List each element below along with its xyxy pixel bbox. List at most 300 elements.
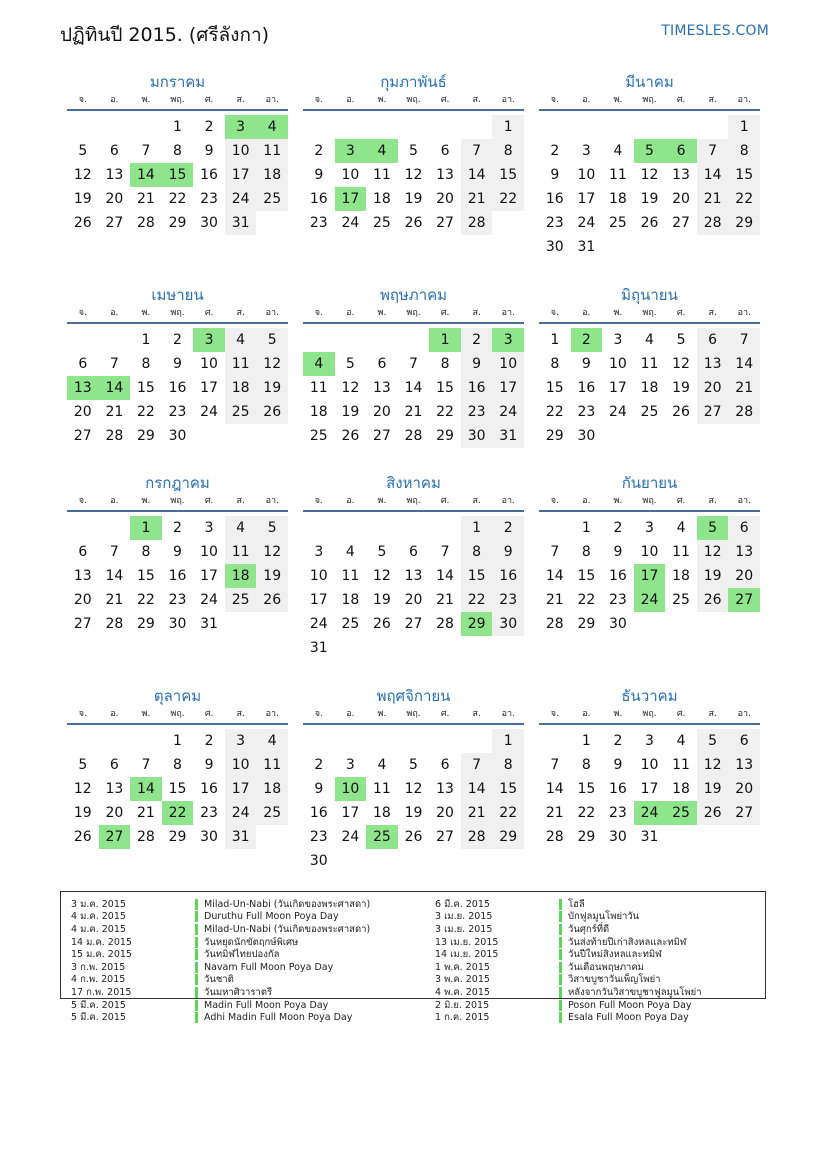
day-cell[interactable]: 3	[645, 520, 654, 536]
day-cell[interactable]: 19	[404, 191, 423, 207]
holiday-day-cell[interactable]: 3	[335, 139, 367, 163]
day-cell[interactable]: 8	[461, 540, 493, 564]
day-cell[interactable]: 7	[109, 356, 119, 372]
day-cell[interactable]: 16	[200, 781, 218, 797]
day-cell[interactable]: 1	[461, 516, 493, 540]
day-cell[interactable]: 27	[105, 215, 124, 231]
day-cell[interactable]: 6	[728, 729, 760, 753]
day-cell[interactable]: 8	[440, 356, 450, 372]
day-cell[interactable]: 8	[492, 139, 524, 163]
day-cell[interactable]: 30	[168, 616, 187, 632]
day-cell[interactable]: 7	[697, 139, 729, 163]
day-cell[interactable]: 21	[545, 592, 564, 608]
day-cell[interactable]: 5	[345, 356, 355, 372]
day-cell[interactable]: 30	[309, 853, 328, 869]
day-cell[interactable]: 25	[640, 404, 659, 420]
day-cell[interactable]: 12	[404, 167, 423, 183]
day-cell[interactable]: 1	[492, 729, 524, 753]
day-cell[interactable]: 9	[173, 544, 182, 560]
holiday-day-cell[interactable]: 3	[492, 328, 524, 352]
day-cell[interactable]: 12	[697, 753, 729, 777]
day-cell[interactable]: 20	[697, 376, 729, 400]
day-cell[interactable]: 6	[109, 143, 119, 159]
day-cell[interactable]: 12	[73, 167, 92, 183]
day-cell[interactable]: 9	[550, 167, 560, 183]
day-cell[interactable]: 28	[105, 428, 124, 444]
day-cell[interactable]: 24	[200, 404, 218, 420]
day-cell[interactable]: 2	[613, 733, 623, 749]
day-cell[interactable]: 31	[200, 616, 218, 632]
day-cell[interactable]: 12	[672, 356, 690, 372]
holiday-day-cell[interactable]: 18	[225, 564, 257, 588]
day-cell[interactable]: 13	[697, 352, 729, 376]
day-cell[interactable]: 26	[404, 829, 423, 845]
day-cell[interactable]: 23	[492, 588, 524, 612]
day-cell[interactable]: 23	[309, 829, 328, 845]
day-cell[interactable]: 11	[640, 356, 659, 372]
day-cell[interactable]: 10	[640, 544, 659, 560]
day-cell[interactable]: 21	[545, 805, 564, 821]
day-cell[interactable]: 19	[256, 376, 288, 400]
day-cell[interactable]: 9	[581, 356, 591, 372]
day-cell[interactable]: 6	[440, 757, 450, 773]
day-cell[interactable]: 7	[440, 544, 450, 560]
day-cell[interactable]: 6	[409, 544, 418, 560]
holiday-day-cell[interactable]: 1	[429, 328, 461, 352]
day-cell[interactable]: 17	[577, 191, 596, 207]
day-cell[interactable]: 4	[345, 544, 355, 560]
day-cell[interactable]: 19	[373, 592, 391, 608]
day-cell[interactable]: 16	[492, 564, 524, 588]
day-cell[interactable]: 20	[105, 805, 124, 821]
day-cell[interactable]: 16	[577, 380, 596, 396]
day-cell[interactable]: 15	[168, 781, 187, 797]
day-cell[interactable]: 4	[377, 757, 387, 773]
day-cell[interactable]: 28	[545, 829, 564, 845]
day-cell[interactable]: 14	[461, 777, 493, 801]
day-cell[interactable]: 28	[545, 616, 564, 632]
day-cell[interactable]: 11	[225, 352, 257, 376]
day-cell[interactable]: 26	[697, 801, 729, 825]
day-cell[interactable]: 27	[404, 616, 423, 632]
holiday-day-cell[interactable]: 25	[665, 801, 697, 825]
day-cell[interactable]: 29	[137, 616, 155, 632]
day-cell[interactable]: 25	[672, 592, 690, 608]
day-cell[interactable]: 26	[341, 428, 360, 444]
day-cell[interactable]: 22	[436, 404, 454, 420]
holiday-day-cell[interactable]: 4	[256, 115, 288, 139]
holiday-day-cell[interactable]: 2	[571, 328, 603, 352]
day-cell[interactable]: 19	[73, 191, 92, 207]
day-cell[interactable]: 13	[728, 540, 760, 564]
day-cell[interactable]: 16	[609, 568, 627, 584]
day-cell[interactable]: 27	[672, 215, 690, 231]
day-cell[interactable]: 22	[137, 404, 155, 420]
day-cell[interactable]: 29	[545, 428, 564, 444]
day-cell[interactable]: 24	[341, 829, 360, 845]
day-cell[interactable]: 8	[581, 544, 591, 560]
day-cell[interactable]: 13	[728, 753, 760, 777]
day-cell[interactable]: 21	[461, 187, 493, 211]
day-cell[interactable]: 9	[613, 544, 623, 560]
day-cell[interactable]: 12	[373, 568, 391, 584]
day-cell[interactable]: 19	[697, 777, 729, 801]
day-cell[interactable]: 5	[409, 143, 418, 159]
day-cell[interactable]: 27	[436, 829, 454, 845]
day-cell[interactable]: 9	[173, 356, 182, 372]
day-cell[interactable]: 1	[581, 520, 591, 536]
day-cell[interactable]: 17	[225, 777, 257, 801]
day-cell[interactable]: 6	[377, 356, 387, 372]
day-cell[interactable]: 7	[409, 356, 418, 372]
day-cell[interactable]: 1	[141, 332, 151, 348]
day-cell[interactable]: 17	[609, 380, 627, 396]
day-cell[interactable]: 27	[73, 616, 92, 632]
day-cell[interactable]: 11	[672, 757, 690, 773]
day-cell[interactable]: 22	[545, 404, 564, 420]
day-cell[interactable]: 24	[609, 404, 627, 420]
holiday-day-cell[interactable]: 24	[634, 801, 666, 825]
day-cell[interactable]: 15	[545, 380, 564, 396]
day-cell[interactable]: 6	[728, 516, 760, 540]
day-cell[interactable]: 3	[613, 332, 623, 348]
day-cell[interactable]: 2	[204, 733, 214, 749]
day-cell[interactable]: 5	[256, 328, 288, 352]
day-cell[interactable]: 10	[341, 167, 360, 183]
day-cell[interactable]: 14	[697, 163, 729, 187]
day-cell[interactable]: 25	[225, 588, 257, 612]
day-cell[interactable]: 31	[309, 640, 328, 656]
day-cell[interactable]: 18	[609, 191, 627, 207]
day-cell[interactable]: 16	[461, 376, 493, 400]
day-cell[interactable]: 28	[461, 211, 493, 235]
holiday-day-cell[interactable]: 15	[162, 163, 194, 187]
day-cell[interactable]: 29	[168, 215, 187, 231]
day-cell[interactable]: 24	[341, 215, 360, 231]
day-cell[interactable]: 3	[645, 733, 654, 749]
day-cell[interactable]: 20	[373, 404, 391, 420]
day-cell[interactable]: 15	[492, 163, 524, 187]
day-cell[interactable]: 27	[373, 428, 391, 444]
holiday-day-cell[interactable]: 3	[225, 115, 257, 139]
day-cell[interactable]: 7	[550, 544, 560, 560]
day-cell[interactable]: 7	[141, 143, 151, 159]
day-cell[interactable]: 8	[728, 139, 760, 163]
day-cell[interactable]: 30	[492, 612, 524, 636]
day-cell[interactable]: 10	[225, 139, 257, 163]
day-cell[interactable]: 20	[728, 564, 760, 588]
day-cell[interactable]: 23	[461, 400, 493, 424]
day-cell[interactable]: 29	[436, 428, 454, 444]
day-cell[interactable]: 18	[672, 781, 690, 797]
day-cell[interactable]: 21	[697, 187, 729, 211]
day-cell[interactable]: 23	[168, 592, 187, 608]
day-cell[interactable]: 8	[173, 757, 182, 773]
day-cell[interactable]: 28	[137, 829, 155, 845]
day-cell[interactable]: 15	[137, 568, 155, 584]
day-cell[interactable]: 31	[225, 211, 257, 235]
day-cell[interactable]: 28	[728, 400, 760, 424]
day-cell[interactable]: 9	[492, 540, 524, 564]
day-cell[interactable]: 27	[697, 400, 729, 424]
day-cell[interactable]: 15	[492, 777, 524, 801]
day-cell[interactable]: 24	[225, 187, 257, 211]
day-cell[interactable]: 15	[728, 163, 760, 187]
day-cell[interactable]: 19	[640, 191, 659, 207]
day-cell[interactable]: 12	[697, 540, 729, 564]
day-cell[interactable]: 11	[341, 568, 360, 584]
day-cell[interactable]: 14	[545, 568, 564, 584]
day-cell[interactable]: 21	[404, 404, 423, 420]
day-cell[interactable]: 18	[225, 376, 257, 400]
day-cell[interactable]: 5	[78, 757, 88, 773]
day-cell[interactable]: 30	[461, 424, 493, 448]
day-cell[interactable]: 6	[78, 356, 88, 372]
day-cell[interactable]: 15	[461, 564, 493, 588]
day-cell[interactable]: 14	[404, 380, 423, 396]
day-cell[interactable]: 18	[672, 568, 690, 584]
day-cell[interactable]: 24	[577, 215, 596, 231]
day-cell[interactable]: 26	[404, 215, 423, 231]
day-cell[interactable]: 23	[609, 592, 627, 608]
holiday-day-cell[interactable]: 25	[366, 825, 398, 849]
day-cell[interactable]: 24	[225, 801, 257, 825]
day-cell[interactable]: 11	[256, 139, 288, 163]
day-cell[interactable]: 28	[461, 825, 493, 849]
day-cell[interactable]: 2	[492, 516, 524, 540]
day-cell[interactable]: 26	[373, 616, 391, 632]
day-cell[interactable]: 3	[225, 729, 257, 753]
day-cell[interactable]: 4	[256, 729, 288, 753]
day-cell[interactable]: 9	[314, 781, 324, 797]
day-cell[interactable]: 22	[137, 592, 155, 608]
day-cell[interactable]: 29	[168, 829, 187, 845]
day-cell[interactable]: 12	[404, 781, 423, 797]
day-cell[interactable]: 24	[200, 592, 218, 608]
day-cell[interactable]: 9	[314, 167, 324, 183]
holiday-day-cell[interactable]: 5	[697, 516, 729, 540]
day-cell[interactable]: 28	[137, 215, 155, 231]
day-cell[interactable]: 13	[436, 781, 454, 797]
day-cell[interactable]: 19	[256, 564, 288, 588]
day-cell[interactable]: 10	[577, 167, 596, 183]
holiday-day-cell[interactable]: 14	[130, 163, 162, 187]
day-cell[interactable]: 2	[173, 520, 182, 536]
day-cell[interactable]: 21	[105, 404, 124, 420]
day-cell[interactable]: 10	[225, 753, 257, 777]
day-cell[interactable]: 7	[461, 753, 493, 777]
day-cell[interactable]: 24	[309, 616, 328, 632]
day-cell[interactable]: 1	[550, 332, 560, 348]
day-cell[interactable]: 15	[577, 568, 596, 584]
day-cell[interactable]: 19	[341, 404, 360, 420]
holiday-day-cell[interactable]: 13	[67, 376, 99, 400]
day-cell[interactable]: 8	[581, 757, 591, 773]
day-cell[interactable]: 8	[141, 544, 151, 560]
day-cell[interactable]: 20	[672, 191, 690, 207]
day-cell[interactable]: 10	[200, 544, 218, 560]
day-cell[interactable]: 21	[105, 592, 124, 608]
day-cell[interactable]: 31	[225, 825, 257, 849]
holiday-day-cell[interactable]: 14	[130, 777, 162, 801]
day-cell[interactable]: 20	[73, 404, 92, 420]
holiday-day-cell[interactable]: 22	[162, 801, 194, 825]
day-cell[interactable]: 29	[577, 829, 596, 845]
day-cell[interactable]: 7	[141, 757, 151, 773]
holiday-day-cell[interactable]: 17	[634, 564, 666, 588]
day-cell[interactable]: 23	[545, 215, 564, 231]
day-cell[interactable]: 5	[256, 516, 288, 540]
day-cell[interactable]: 26	[73, 215, 92, 231]
day-cell[interactable]: 19	[73, 805, 92, 821]
day-cell[interactable]: 20	[728, 777, 760, 801]
day-cell[interactable]: 17	[640, 781, 659, 797]
day-cell[interactable]: 4	[676, 520, 686, 536]
day-cell[interactable]: 30	[168, 428, 187, 444]
day-cell[interactable]: 17	[492, 376, 524, 400]
day-cell[interactable]: 7	[728, 328, 760, 352]
site-link[interactable]: TIMESLES.COM	[661, 23, 769, 39]
day-cell[interactable]: 30	[577, 428, 596, 444]
day-cell[interactable]: 5	[409, 757, 418, 773]
day-cell[interactable]: 3	[345, 757, 355, 773]
day-cell[interactable]: 7	[550, 757, 560, 773]
day-cell[interactable]: 23	[200, 191, 218, 207]
day-cell[interactable]: 11	[225, 540, 257, 564]
day-cell[interactable]: 9	[204, 143, 214, 159]
day-cell[interactable]: 6	[440, 143, 450, 159]
day-cell[interactable]: 16	[545, 191, 564, 207]
holiday-day-cell[interactable]: 24	[634, 588, 666, 612]
day-cell[interactable]: 14	[436, 568, 454, 584]
day-cell[interactable]: 16	[168, 568, 187, 584]
day-cell[interactable]: 17	[309, 592, 328, 608]
day-cell[interactable]: 9	[613, 757, 623, 773]
day-cell[interactable]: 21	[137, 805, 155, 821]
day-cell[interactable]: 3	[314, 544, 324, 560]
day-cell[interactable]: 1	[173, 119, 182, 135]
holiday-day-cell[interactable]: 4	[303, 352, 335, 376]
day-cell[interactable]: 10	[309, 568, 328, 584]
day-cell[interactable]: 22	[492, 187, 524, 211]
day-cell[interactable]: 30	[545, 239, 564, 255]
day-cell[interactable]: 11	[609, 167, 627, 183]
day-cell[interactable]: 18	[341, 592, 360, 608]
day-cell[interactable]: 15	[577, 781, 596, 797]
day-cell[interactable]: 13	[373, 380, 391, 396]
day-cell[interactable]: 21	[436, 592, 454, 608]
day-cell[interactable]: 5	[377, 544, 387, 560]
day-cell[interactable]: 14	[728, 352, 760, 376]
day-cell[interactable]: 27	[73, 428, 92, 444]
day-cell[interactable]: 12	[256, 352, 288, 376]
day-cell[interactable]: 8	[141, 356, 151, 372]
day-cell[interactable]: 20	[436, 805, 454, 821]
day-cell[interactable]: 28	[105, 616, 124, 632]
day-cell[interactable]: 28	[436, 616, 454, 632]
day-cell[interactable]: 4	[225, 328, 257, 352]
day-cell[interactable]: 4	[225, 516, 257, 540]
day-cell[interactable]: 18	[373, 805, 391, 821]
day-cell[interactable]: 8	[550, 356, 560, 372]
day-cell[interactable]: 25	[609, 215, 627, 231]
day-cell[interactable]: 16	[200, 167, 218, 183]
day-cell[interactable]: 17	[341, 805, 360, 821]
day-cell[interactable]: 11	[373, 781, 391, 797]
day-cell[interactable]: 8	[173, 143, 182, 159]
day-cell[interactable]: 26	[256, 588, 288, 612]
day-cell[interactable]: 29	[492, 825, 524, 849]
day-cell[interactable]: 26	[256, 400, 288, 424]
day-cell[interactable]: 20	[436, 191, 454, 207]
day-cell[interactable]: 6	[78, 544, 88, 560]
holiday-day-cell[interactable]: 1	[130, 516, 162, 540]
day-cell[interactable]: 5	[78, 143, 88, 159]
day-cell[interactable]: 25	[256, 187, 288, 211]
day-cell[interactable]: 11	[373, 167, 391, 183]
day-cell[interactable]: 29	[577, 616, 596, 632]
holiday-day-cell[interactable]: 27	[728, 588, 760, 612]
day-cell[interactable]: 19	[672, 380, 690, 396]
day-cell[interactable]: 2	[204, 119, 214, 135]
day-cell[interactable]: 17	[225, 163, 257, 187]
day-cell[interactable]: 31	[577, 239, 596, 255]
day-cell[interactable]: 10	[200, 356, 218, 372]
day-cell[interactable]: 20	[404, 592, 423, 608]
day-cell[interactable]: 8	[492, 753, 524, 777]
day-cell[interactable]: 1	[492, 115, 524, 139]
holiday-day-cell[interactable]: 6	[665, 139, 697, 163]
day-cell[interactable]: 23	[309, 215, 328, 231]
holiday-day-cell[interactable]: 3	[193, 328, 225, 352]
day-cell[interactable]: 23	[609, 805, 627, 821]
day-cell[interactable]: 14	[105, 568, 124, 584]
day-cell[interactable]: 23	[200, 805, 218, 821]
day-cell[interactable]: 13	[73, 568, 92, 584]
day-cell[interactable]: 1	[173, 733, 182, 749]
day-cell[interactable]: 6	[109, 757, 119, 773]
day-cell[interactable]: 10	[492, 352, 524, 376]
holiday-day-cell[interactable]: 29	[461, 612, 493, 636]
day-cell[interactable]: 30	[200, 215, 218, 231]
day-cell[interactable]: 16	[168, 380, 187, 396]
day-cell[interactable]: 19	[697, 564, 729, 588]
day-cell[interactable]: 2	[461, 328, 493, 352]
day-cell[interactable]: 17	[200, 380, 218, 396]
day-cell[interactable]: 14	[545, 781, 564, 797]
day-cell[interactable]: 12	[73, 781, 92, 797]
day-cell[interactable]: 25	[309, 428, 328, 444]
day-cell[interactable]: 21	[137, 191, 155, 207]
day-cell[interactable]: 15	[436, 380, 454, 396]
day-cell[interactable]: 13	[404, 568, 423, 584]
day-cell[interactable]: 13	[436, 167, 454, 183]
day-cell[interactable]: 20	[73, 592, 92, 608]
day-cell[interactable]: 2	[173, 332, 182, 348]
holiday-day-cell[interactable]: 5	[634, 139, 666, 163]
day-cell[interactable]: 25	[256, 801, 288, 825]
day-cell[interactable]: 4	[676, 733, 686, 749]
day-cell[interactable]: 16	[309, 191, 328, 207]
day-cell[interactable]: 31	[640, 829, 659, 845]
day-cell[interactable]: 22	[461, 588, 493, 612]
day-cell[interactable]: 30	[200, 829, 218, 845]
day-cell[interactable]: 16	[309, 805, 328, 821]
day-cell[interactable]: 26	[640, 215, 659, 231]
day-cell[interactable]: 9	[461, 352, 493, 376]
day-cell[interactable]: 3	[204, 520, 214, 536]
day-cell[interactable]: 18	[256, 163, 288, 187]
